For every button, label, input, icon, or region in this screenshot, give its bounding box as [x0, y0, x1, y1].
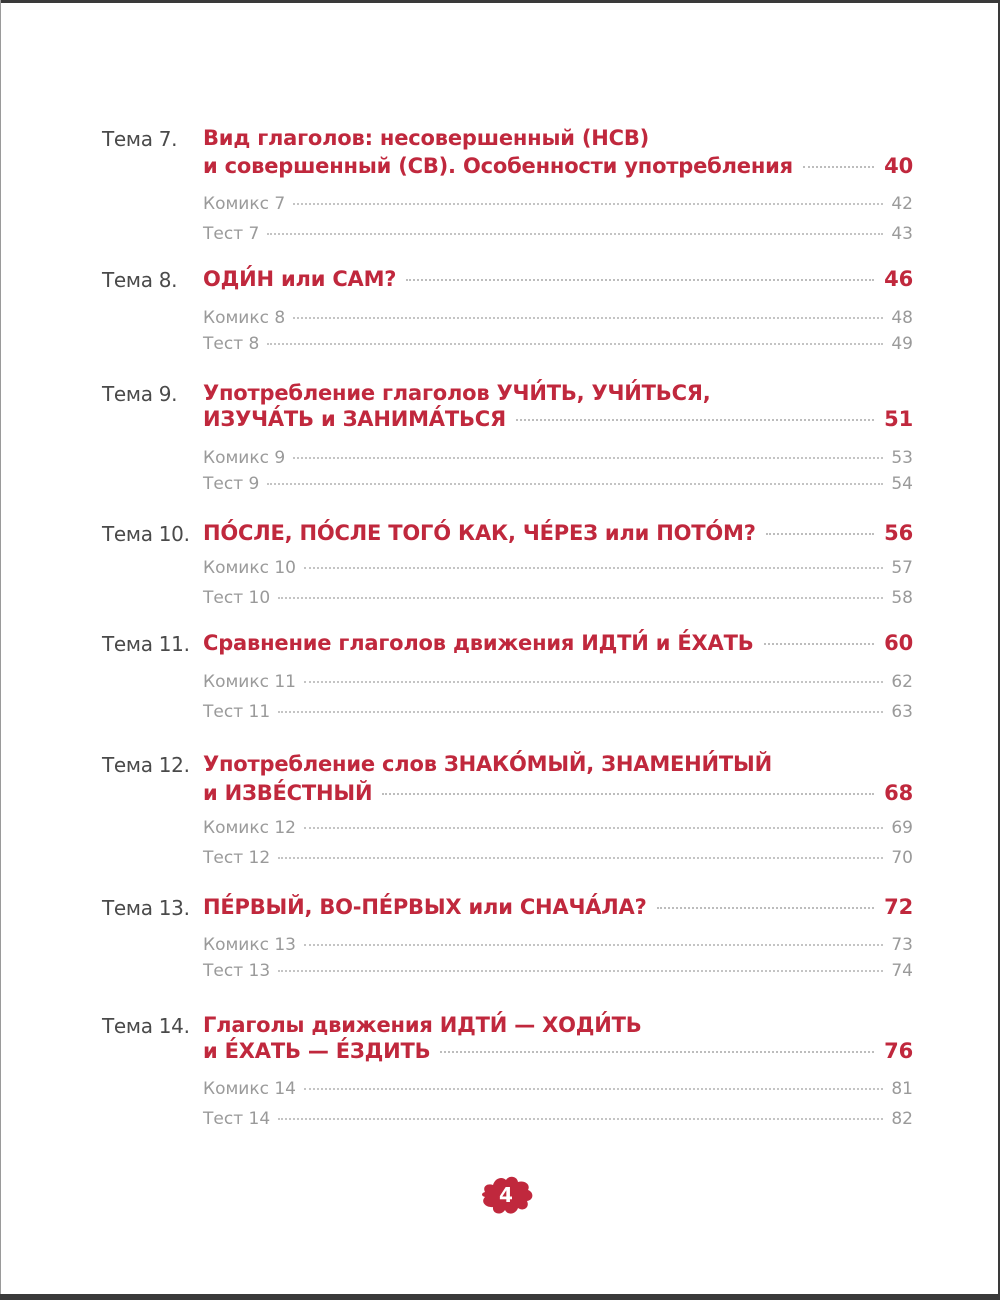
topic-9-page: 51: [884, 407, 913, 431]
topic-8-test-entry[interactable]: [203, 333, 913, 355]
topic-title-text: ПО́СЛЕ, ПО́СЛЕ ТОГО́ КАК, ЧЕ́РЕЗ или ПОТО́М?: [203, 521, 756, 545]
comic-label: Комикс 7: [203, 194, 286, 214]
dot-leader: [764, 643, 875, 645]
dot-leader: [293, 203, 883, 205]
topic-9-comic-entry[interactable]: [203, 447, 913, 469]
comic-label: Комикс 9: [203, 448, 286, 468]
test-label: Тест 12: [203, 848, 271, 868]
topic-title-text: ОДИ́Н или САМ?: [203, 267, 397, 291]
comic-page: 48: [891, 308, 913, 328]
topic-12-title-line-2[interactable]: [203, 779, 913, 807]
dot-leader: [278, 711, 883, 713]
dot-leader: [267, 343, 883, 345]
topic-title-text: Употребление глаголов УЧИ́ТЬ, УЧИ́ТЬСЯ,: [203, 381, 711, 405]
test-label: Тест 14: [203, 1109, 271, 1129]
comic-label: Комикс 12: [203, 818, 296, 838]
topic-13-page: 72: [884, 895, 913, 919]
topic-title-text: ИЗУЧА́ТЬ и ЗАНИМА́ТЬСЯ: [203, 407, 506, 431]
dot-leader: [304, 827, 883, 829]
dot-leader: [278, 970, 883, 972]
topic-11-page: 60: [884, 631, 913, 655]
topic-title-text: Глаголы движения ИДТИ́ — ХОДИ́ТЬ: [203, 1013, 642, 1037]
topic-9-test-entry[interactable]: [203, 473, 913, 495]
dot-leader: [267, 483, 883, 485]
topic-7-label: Тема 7.: [102, 127, 178, 151]
topic-11-comic-entry[interactable]: [203, 671, 913, 693]
dot-leader: [267, 233, 883, 235]
dot-leader: [278, 597, 883, 599]
topic-7-title-line-1[interactable]: [203, 124, 913, 152]
topic-13-title-line-1[interactable]: [203, 893, 913, 921]
topic-13-test-entry[interactable]: [203, 960, 913, 982]
topic-10-test-entry[interactable]: [203, 587, 913, 609]
dot-leader: [293, 457, 883, 459]
topic-7-title-line-2[interactable]: [203, 152, 913, 180]
topic-12-comic-entry[interactable]: [203, 817, 913, 839]
topic-14-label: Тема 14.: [102, 1014, 190, 1038]
topic-11-test-entry[interactable]: [203, 701, 913, 723]
topic-12-page: 68: [884, 781, 913, 805]
dot-leader: [304, 944, 883, 946]
comic-page: 57: [891, 558, 913, 578]
dot-leader: [304, 1088, 883, 1090]
topic-8-page: 46: [884, 267, 913, 291]
comic-page: 53: [891, 448, 913, 468]
test-label: Тест 13: [203, 961, 271, 981]
test-label: Тест 10: [203, 588, 271, 608]
test-label: Тест 11: [203, 702, 271, 722]
topic-title-text: и совершенный (СВ). Особенности употребления: [203, 154, 793, 178]
test-page: 58: [891, 588, 913, 608]
dot-leader: [657, 907, 875, 909]
comic-page: 42: [891, 194, 913, 214]
dot-leader: [278, 1118, 883, 1120]
test-page: 82: [891, 1109, 913, 1129]
comic-label: Комикс 10: [203, 558, 296, 578]
topic-13-label: Тема 13.: [102, 896, 190, 920]
dot-leader: [803, 166, 874, 168]
dot-leader: [304, 567, 883, 569]
topic-10-title-line-1[interactable]: [203, 519, 913, 547]
topic-10-comic-entry[interactable]: [203, 557, 913, 579]
topic-11-label: Тема 11.: [102, 632, 190, 656]
test-page: 43: [891, 224, 913, 244]
comic-page: 81: [891, 1079, 913, 1099]
test-page: 54: [891, 474, 913, 494]
test-label: Тест 8: [203, 334, 260, 354]
dot-leader: [304, 681, 883, 683]
topic-9-label: Тема 9.: [102, 382, 178, 406]
topic-14-title-line-1[interactable]: [203, 1011, 913, 1039]
topic-14-title-line-2[interactable]: [203, 1037, 913, 1065]
comic-page: 73: [891, 935, 913, 955]
dot-leader: [406, 279, 874, 281]
dot-leader: [382, 793, 874, 795]
dot-leader: [440, 1051, 874, 1053]
test-page: 70: [891, 848, 913, 868]
dot-leader: [516, 419, 874, 421]
topic-7-page: 40: [884, 154, 913, 178]
topic-8-title-line-1[interactable]: [203, 265, 913, 293]
topic-8-comic-entry[interactable]: [203, 307, 913, 329]
topic-title-text: Сравнение глаголов движения ИДТИ́ и Е́ХАТЬ: [203, 631, 754, 655]
comic-label: Комикс 13: [203, 935, 296, 955]
topic-7-test-entry[interactable]: [203, 223, 913, 245]
topic-title-text: ПЕ́РВЫЙ, ВО-ПЕ́РВЫХ или СНАЧА́ЛА?: [203, 895, 647, 919]
topic-14-comic-entry[interactable]: [203, 1078, 913, 1100]
topic-14-page: 76: [884, 1039, 913, 1063]
comic-label: Комикс 14: [203, 1079, 296, 1099]
topic-11-title-line-1[interactable]: [203, 629, 913, 657]
dot-leader: [293, 317, 883, 319]
topic-9-title-line-1[interactable]: [203, 379, 913, 407]
topic-9-title-line-2[interactable]: [203, 405, 913, 433]
page-number: 4: [499, 1183, 513, 1207]
comic-page: 69: [891, 818, 913, 838]
comic-label: Комикс 11: [203, 672, 296, 692]
topic-12-title-line-1[interactable]: [203, 750, 913, 778]
topic-title-text: Вид глаголов: несовершенный (НСВ): [203, 126, 650, 150]
test-page: 49: [891, 334, 913, 354]
topic-10-page: 56: [884, 521, 913, 545]
topic-7-comic-entry[interactable]: [203, 193, 913, 215]
topic-title-text: Употребление слов ЗНАКО́МЫЙ, ЗНАМЕНИ́ТЫЙ: [203, 752, 772, 776]
page-number-badge: [476, 1170, 536, 1220]
topic-14-test-entry[interactable]: [203, 1108, 913, 1130]
test-page: 63: [891, 702, 913, 722]
topic-8-label: Тема 8.: [102, 268, 178, 292]
comic-page: 62: [891, 672, 913, 692]
comic-label: Комикс 8: [203, 308, 286, 328]
test-label: Тест 7: [203, 224, 260, 244]
test-label: Тест 9: [203, 474, 260, 494]
topic-10-label: Тема 10.: [102, 522, 190, 546]
topic-13-comic-entry[interactable]: [203, 934, 913, 956]
topic-12-test-entry[interactable]: [203, 847, 913, 869]
dot-leader: [766, 533, 874, 535]
test-page: 74: [891, 961, 913, 981]
topic-title-text: и Е́ХАТЬ — Е́ЗДИТЬ: [203, 1039, 431, 1063]
topic-12-label: Тема 12.: [102, 753, 190, 777]
dot-leader: [278, 857, 883, 859]
topic-title-text: и ИЗВЕ́СТНЫЙ: [203, 781, 373, 805]
